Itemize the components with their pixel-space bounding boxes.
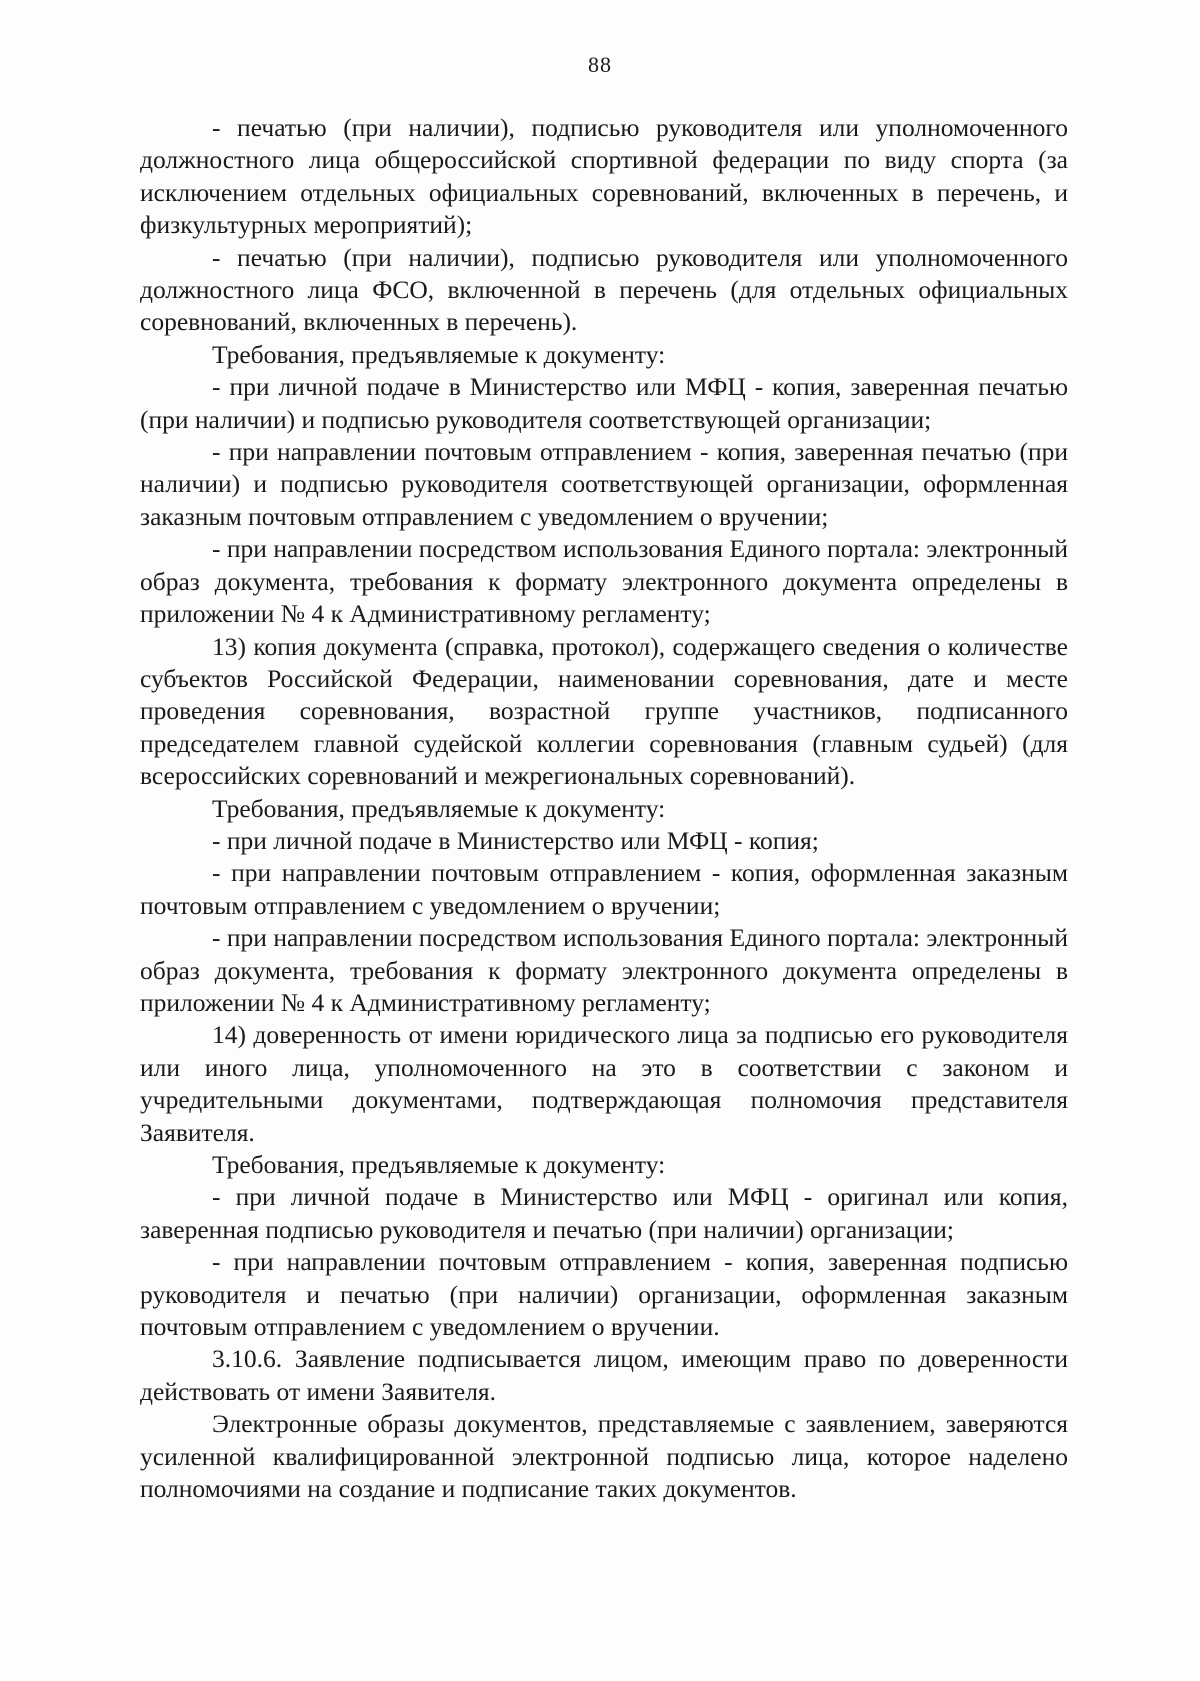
paragraph: - при личной подаче в Министерство или МФЦ - оригинал или копия, заверенная подписью руководителя и печатью (при наличии) организации; — [140, 1182, 1068, 1244]
paragraph: Требования, предъявляемые к документу: — [212, 793, 666, 823]
document-body — [140, 112, 1068, 1505]
paragraph: 3.10.6. Заявление подписывается лицом, имеющим право по доверенности действовать от имени Заявителя. — [140, 1344, 1068, 1406]
paragraph: - при личной подаче в Министерство или МФЦ - копия, заверенная печатью (при наличии) и подписью руководителя соответствующей организации; — [140, 372, 1068, 434]
paragraph: - при направлении посредством использования Единого портала: электронный образ документа, требования к формату электронного документа определены в приложении № 4 к Административному регламенту; — [140, 534, 1068, 629]
paragraph: - при направлении почтовым отправлением - копия, оформленная заказным почтовым отправлением с уведомлением о вручении; — [140, 858, 1068, 920]
paragraph: - при направлении почтовым отправлением - копия, заверенная печатью (при наличии) и подписью руководителя соответствующей организации, оформленная заказным почтовым отправлением с уведомлением о вручении; — [140, 437, 1068, 531]
paragraph: 13) копия документа (справка, протокол), содержащего сведения о количестве субъектов Российской Федерации, наименовании соревнования, дате и месте проведения соревнования, возрастной группе участников, подписанного председателем главной судейской коллегии соревнования (главным судьей) (для всероссийских соревнований и межрегиональных соревнований). — [140, 631, 1068, 791]
paragraph: - при направлении посредством использования Единого портала: электронный образ документа, требования к формату электронного документа определены в приложении № 4 к Административному регламенту; — [140, 923, 1068, 1017]
paragraph: - при направлении почтовым отправлением - копия, заверенная подписью руководителя и печатью (при наличии) организации, оформленная заказным почтовым отправлением с уведомлением о вручении. — [140, 1247, 1068, 1342]
paragraph: - печатью (при наличии), подписью руководителя или уполномоченного должностного лица общероссийской спортивной федерации по виду спорта (за исключением отдельных официальных соревнований, включенных в перечень, и физкультурных мероприятий); — [140, 113, 1068, 240]
paragraph: 14) доверенность от имени юридического лица за подписью его руководителя или иного лица, уполномоченного на это в соответствии с законом и учредительными документами, подтверждающая полномочия представителя Заявителя. — [140, 1020, 1068, 1147]
paragraph: Требования, предъявляемые к документу: — [212, 339, 666, 369]
paragraph: - печатью (при наличии), подписью руководителя или уполномоченного должностного лица ФСО, включенной в перечень (для отдельных официальных соревнований, включенных в перечень). — [140, 242, 1068, 337]
page-number: 88 — [588, 52, 612, 77]
paragraph: Электронные образы документов, представляемые с заявлением, заверяются усиленной квалифицированной электронной подписью лица, которое наделено полномочиями на создание и подписание таких документов. — [140, 1409, 1068, 1504]
paragraph: Требования, предъявляемые к документу: — [212, 1150, 666, 1179]
paragraph: - при личной подаче в Министерство или МФЦ - копия; — [212, 825, 819, 855]
